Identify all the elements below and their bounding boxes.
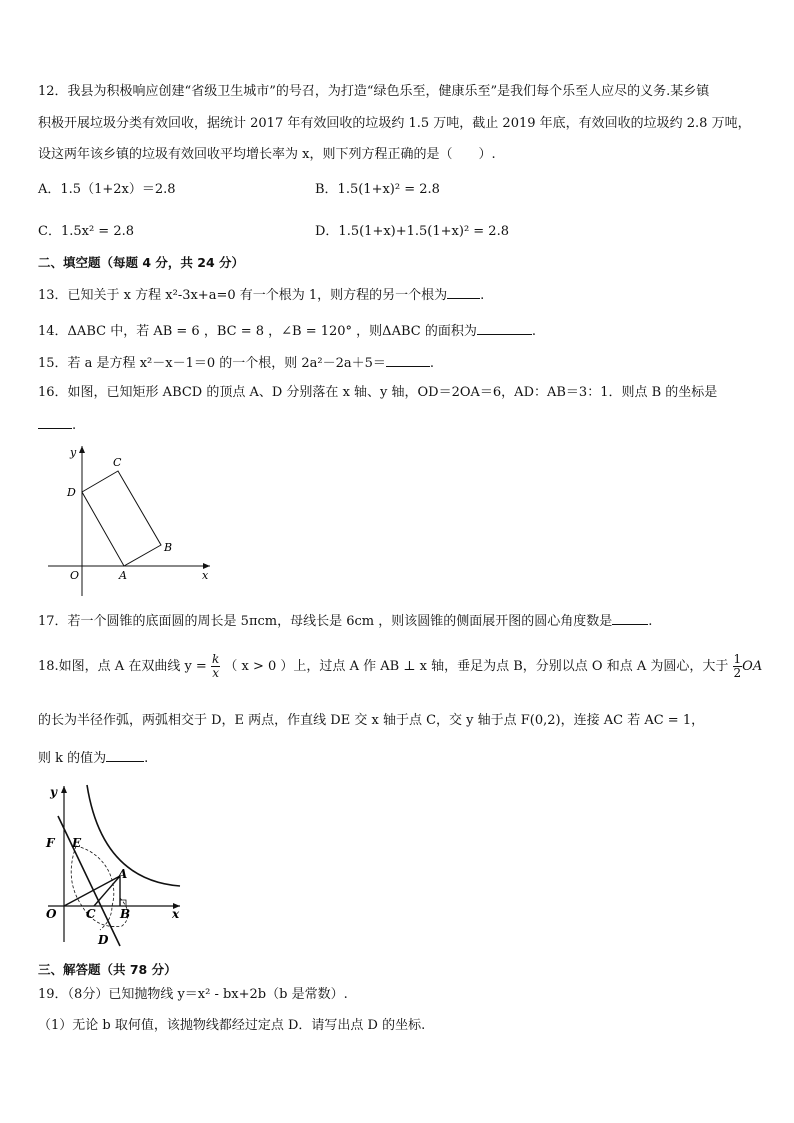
- q16-line2: [38, 416, 76, 435]
- q12-option-c: C．1.5x² = 2.8: [38, 224, 134, 239]
- q13-text: 13．已知关于 x 方程 x²-3x+a=0 有一个根为 1，则方程的另一个根为: [38, 288, 448, 303]
- q12-option-d: D．1.5(1+x)+1.5(1+x)² = 2.8: [315, 224, 509, 239]
- q13-answer-blank: [447, 286, 480, 299]
- q18-part1: 18.如图，点 A 在双曲线 y =: [38, 659, 207, 674]
- q18-label-b: B: [120, 907, 131, 921]
- q16-label-d: D: [67, 486, 76, 499]
- q17-end: .: [648, 614, 653, 629]
- q18-right-angle-mark: [120, 900, 126, 906]
- q18-fraction-k-over-x: [211, 653, 220, 680]
- q18-label-f: F: [46, 836, 55, 850]
- q17: [38, 612, 652, 631]
- q15-end: .: [429, 356, 435, 371]
- q18-line3-text: 则 k 的值为: [38, 751, 107, 766]
- q12-option-b: B．1.5(1+x)² = 2.8: [315, 182, 440, 197]
- q14-answer-blank: [477, 322, 532, 335]
- q18-line3: [38, 749, 148, 768]
- q16-label-y: y: [70, 446, 77, 459]
- q18-label-c: C: [86, 907, 96, 921]
- q14-text: 14．ΔABC 中，若 AB = 6 ，BC = 8 ，∠B = 120° ，则ΔABC 的面积为: [38, 324, 477, 339]
- q18-segment-ac: [94, 876, 120, 906]
- q18-label-x: x: [172, 907, 180, 921]
- q18-part2: （ x > 0 ）上，过点 A 作 AB ⊥ x 轴，垂足为点 B，分别以点 O 和点 A 为圆心，大于: [224, 659, 729, 674]
- q18-k: k: [211, 652, 220, 666]
- q17-answer-blank: [612, 612, 648, 625]
- q16-label-a: A: [119, 569, 127, 582]
- q18-label-o: O: [46, 907, 57, 921]
- q18-x: x: [212, 666, 220, 680]
- q18-fraction-one-half: [733, 653, 743, 680]
- q16-answer-blank: [38, 416, 72, 429]
- q18-line2: 的长为半径作弧，两弧相交于 D，E 两点，作直线 DE 交 x 轴于点 C，交 y 轴于点 F(0,2)，连接 AC 若 AC = 1，: [38, 713, 705, 728]
- q18-two: 2: [733, 666, 742, 680]
- q16-end: .: [72, 418, 77, 433]
- q13-end: .: [480, 288, 485, 303]
- q17-text: 17．若一个圆锥的底面圆的周长是 5πcm，母线长是 6cm ，则该圆锥的侧面展开图的圆心角度数是: [38, 614, 613, 629]
- q12-line1: 12．我县为积极响应创建“省级卫生城市”的号召，为打造“绿色乐至，健康乐至”是我们每个乐至人应尽的义务.某乡镇: [38, 84, 710, 99]
- q16-line1: 16．如图，已知矩形 ABCD 的顶点 A、D 分别落在 x 轴、y 轴，OD＝2OA＝6，AD：AB＝3：1．则点 B 的坐标是: [38, 385, 718, 400]
- q18-label-y: y: [50, 785, 57, 799]
- q16-y-arrow-icon: [79, 446, 85, 453]
- q19-line1: 19．（8分）已知抛物线 y＝x² - bx+2b（b 是常数）.: [38, 987, 348, 1002]
- q16-rectangle-abcd: [82, 471, 161, 566]
- q14: [38, 322, 536, 341]
- q18-one: 1: [733, 652, 742, 666]
- q18-y-arrow-icon: [61, 786, 67, 793]
- q13: [38, 286, 484, 305]
- q16-label-x: x: [202, 569, 209, 582]
- q18-segment-oa: [64, 876, 120, 906]
- q15-text: 15．若 a 是方程 x²－x－1＝0 的一个根，则 2a²－2a＋5＝: [38, 356, 386, 371]
- q12-option-a: A．1.5（1+2x）＝2.8: [38, 182, 176, 197]
- q16-label-c: C: [113, 456, 122, 469]
- q18-label-e: E: [72, 836, 82, 850]
- q19-line2: （1）无论 b 取何值，该抛物线都经过定点 D．请写出点 D 的坐标.: [38, 1018, 426, 1033]
- q12-line3: 设这两年该乡镇的垃圾有效回收平均增长率为 x，则下列方程正确的是（ ）.: [38, 147, 496, 162]
- section-fill-in-blank-heading: 二、填空题（每题 4 分，共 24 分）: [38, 255, 245, 270]
- q15-answer-blank: [386, 354, 430, 367]
- q16-label-b: B: [164, 541, 173, 554]
- q18-part3: OA: [742, 659, 763, 674]
- q18-end: .: [144, 751, 149, 766]
- q18-label-a: A: [118, 867, 128, 881]
- q18-hyperbola-figure: [40, 780, 190, 950]
- q14-end: .: [531, 324, 536, 339]
- section-solutions-heading: 三、解答题（共 78 分）: [38, 962, 177, 977]
- q12-line2: 积极开展垃圾分类有效回收，据统计 2017 年有效回收的垃圾约 1.5 万吨，截止 2019 年底，有效回收的垃圾约 2.8 万吨，: [38, 116, 751, 131]
- q18-label-d: D: [98, 933, 109, 947]
- q15: [38, 354, 434, 373]
- q18-line1: [38, 652, 762, 682]
- q18-answer-blank: [106, 749, 144, 762]
- q18-hyperbola-curve: [87, 785, 180, 886]
- q16-label-o: O: [70, 569, 80, 582]
- q16-rectangle-figure: [40, 438, 220, 598]
